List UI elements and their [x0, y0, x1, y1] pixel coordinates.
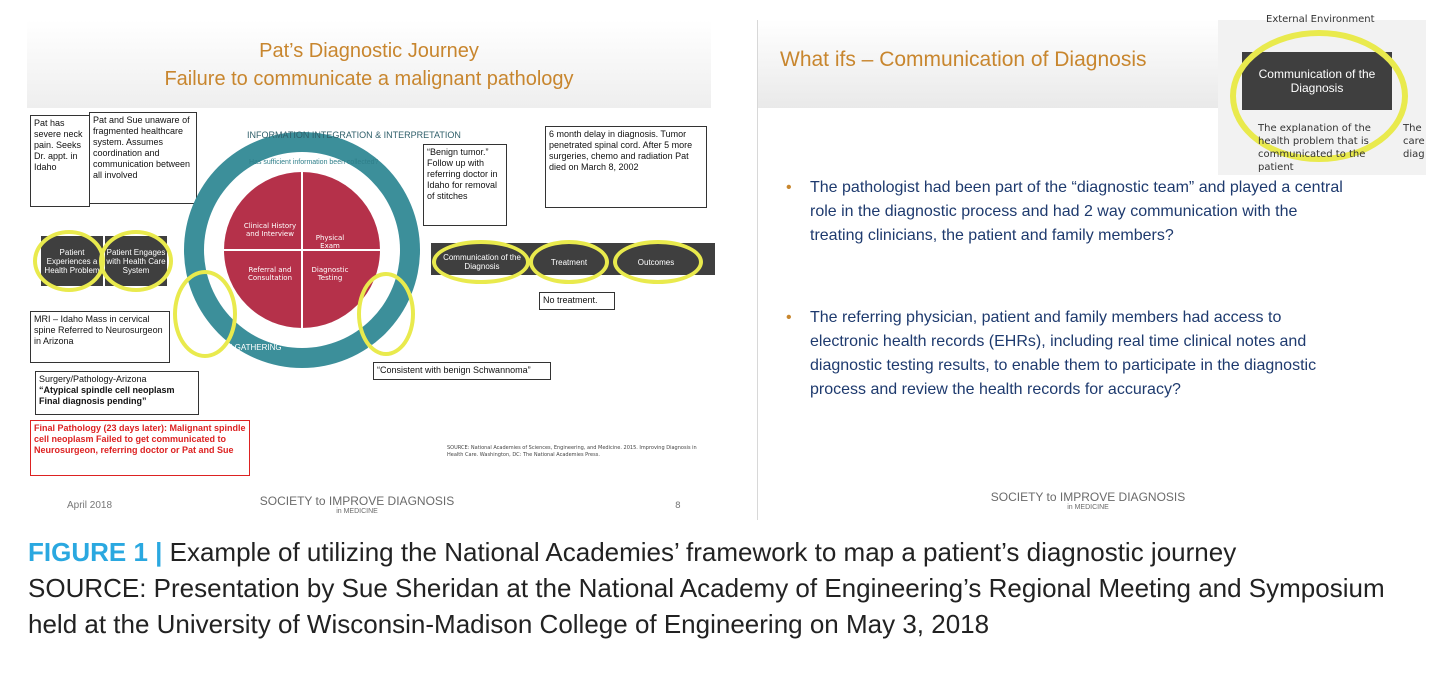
quadrant-diagnostic: Diagnostic Testing [311, 266, 349, 282]
highlight-ring-outcomes [613, 240, 703, 284]
left-footer-brand-main: SOCIETY to IMPROVE DIAGNOSIS [259, 494, 455, 508]
cycle-label-sufficient: Has sufficient information been collected? [249, 159, 379, 166]
highlight-ring-experiences [33, 230, 105, 292]
mri-box: MRI – Idaho Mass in cervical spine Referred to Neurosurgeon in Arizona [30, 311, 170, 363]
surgery-box [35, 371, 199, 415]
left-title-band [27, 20, 711, 108]
no-treatment-box: No treatment. [539, 292, 615, 310]
left-slide-title: Pat’s Diagnostic Journey [259, 40, 479, 62]
chevron-treatment: Treatment [550, 257, 588, 267]
footer-date: April 2018 [67, 500, 113, 511]
page-number: 8 [675, 501, 681, 511]
figure-label: FIGURE 1 | [28, 537, 163, 567]
source-note: SOURCE: National Academies of Sciences, Engineering, and Medicine. 2015. Improving Diagnosis in Health Care. Washington, DC: The National Academies Press. [447, 445, 697, 458]
bullet-marker-2: • [786, 309, 792, 326]
bullet-text-2: The referring physician, patient and family members had access to electronic health records (EHRs), including real time clinical notes and diagnostic testing results, to enable them to participate in the diagnostic process and review the health records for accuracy? [810, 309, 1317, 398]
schwannoma-box: “Consistent with benign Schwannoma” [373, 362, 551, 380]
benign-tumor-box: “Benign tumor.” Follow up with referring doctor in Idaho for removal of stitches [423, 144, 507, 226]
highlight-ring-treatment [529, 240, 609, 284]
final-pathology-box: Final Pathology (23 days later): Malignant spindle cell neoplasm Failed to get communicated to Neurosurgeon, referring doctor or Pat and Sue [30, 420, 250, 476]
chevron-patient-engages: Patient Engages with Health Care System [105, 236, 167, 286]
highlight-ring-working [357, 272, 415, 356]
chevron-outcomes: Outcomes [637, 257, 675, 267]
bullet-marker-1: • [786, 179, 792, 196]
inset-chevron: Communication of the Diagnosis [1242, 52, 1392, 110]
cycle-label-working: WORKING DIAGNOSIS [367, 343, 453, 352]
quadrant-clinical: Clinical History and Interview [243, 222, 297, 238]
highlight-ring-engages [99, 230, 173, 292]
surgery-line-1: Surgery/Pathology-Arizona [39, 374, 147, 384]
unaware-box: Pat and Sue unaware of fragmented healthcare system. Assumes coordination and communication between all involved [89, 112, 197, 204]
right-footer-brand-sub: in MEDICINE [1067, 504, 1109, 511]
left-footer-brand-sub: in MEDICINE [336, 508, 378, 515]
quadrant-physical: Physical Exam [315, 234, 345, 250]
inset-top-text: External Environment [1266, 14, 1375, 25]
surgery-line-3: Final diagnosis pending” [39, 396, 147, 406]
surgery-line-2: “Atypical spindle cell neoplasm [39, 385, 175, 395]
quadrant-referral: Referral and Consultation [247, 266, 293, 282]
caption-source: SOURCE: Presentation by Sue Sheridan at the National Academy of Engineering’s Regional Meeting and Symposium held at the University of Wisconsin-Madison College of Engineering on May 3, 2018 [28, 573, 1385, 639]
inset-side-text: The care diag [1403, 123, 1425, 160]
figure-caption [28, 534, 1428, 642]
caption-title-line [28, 534, 1428, 570]
chevron-patient-experiences: Patient Experiences a Health Problem [41, 236, 103, 286]
right-footer-brand [978, 490, 1198, 511]
highlight-ring-gathering [173, 270, 237, 358]
framework-inset [1218, 14, 1426, 175]
left-footer-brand [252, 494, 462, 515]
cycle-label-gathering: INFORMATION GATHERING [177, 343, 282, 352]
cycle-label-integration: INFORMATION INTEGRATION & INTERPRETATION [247, 130, 461, 140]
delay-box: 6 month delay in diagnosis. Tumor penetrated spinal cord. After 5 more surgeries, chemo and radiation Pat died on March 8, 2002 [545, 126, 707, 208]
bullet-text-1: The pathologist had been part of the “diagnostic team” and played a central role in the diagnostic process and had 2 way communication with the treating clinicians, the patient and family members? [810, 179, 1343, 244]
neck-pain-box: Pat has severe neck pain. Seeks Dr. appt. in Idaho [30, 115, 90, 207]
caption-text: Example of utilizing the National Academies’ framework to map a patient’s diagnostic journey [162, 537, 1237, 567]
left-slide-subtitle: Failure to communicate a malignant pathology [164, 68, 574, 90]
inset-below-text: The explanation of the health problem that is communicated to the patient [1258, 123, 1371, 173]
chevron-communication: Communication of the Diagnosis [443, 253, 521, 271]
right-footer-brand-main: SOCIETY to IMPROVE DIAGNOSIS [990, 490, 1186, 504]
left-slide [27, 20, 711, 520]
right-slide-title: What ifs – Communication of Diagnosis [780, 48, 1147, 71]
right-slide [757, 14, 1426, 520]
highlight-ring-communication [432, 240, 530, 284]
